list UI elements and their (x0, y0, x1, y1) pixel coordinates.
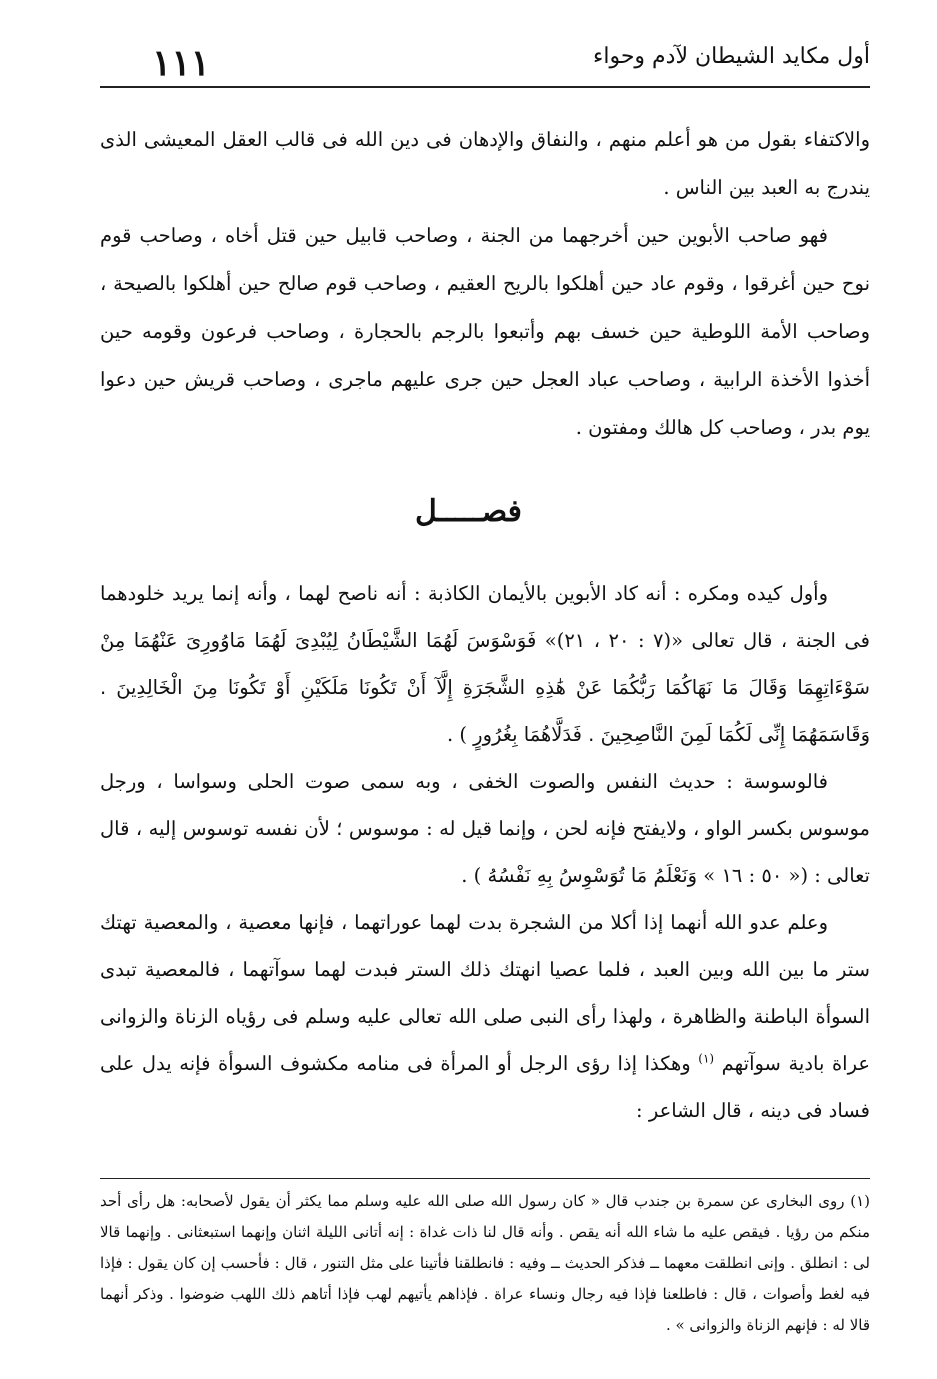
paragraph (100, 570, 870, 758)
footnotes (100, 1186, 870, 1341)
paragraph (100, 899, 870, 1134)
body-text-top (100, 116, 870, 452)
paragraph-text: ) . (461, 864, 482, 887)
paragraph: والاكتفاء بقول من هو أعلم منهم ، والنفاق والإدهان فى دين الله فى قالب العقل المعيشى الذى يندرج به العبد بين الناس . (100, 128, 870, 199)
quran-verse: وَنَعْلَمُ مَا تُوَسْوِسُ بِهِ نَفْسُهُ (487, 864, 698, 887)
paragraph-text: فالوسوسة : حديث النفس والصوت الخفى ، وبه سمى صوت الحلى وسواسا ، ورجل موسوس بكسر الواو ، ولايفتح فإنه لحن ، وإنما قيل له : موسوس ؛ لأن نفسه توسوس إليه ، قال تعالى : (« ٥٠ : ١٦ » (100, 770, 870, 887)
section-heading: فصـــــل (414, 494, 523, 529)
body-text-bottom (100, 570, 870, 1134)
page-number: ١١١ (152, 42, 211, 84)
paragraph-text: وأول كيده ومكره : أنه كاد الأبوين بالأيمان الكاذبة : أنه ناصح لهما ، وأنه إنما يريد خلودهما فى الجنة ، قال تعالى «(٧ : ٢٠ ، ٢١)» (100, 582, 870, 652)
paragraph-text: ) . (446, 723, 467, 746)
footnote-rule (100, 1178, 870, 1179)
paragraph: فهو صاحب الأبوين حين أخرجهما من الجنة ، وصاحب قابيل حين قتل أخاه ، وصاحب قوم نوح حين أغرقوا ، وقوم عاد حين أهلكوا بالريح العقيم ، وصاحب قوم صالح حين أهلكوا بالصيحة ، وصاحب الأمة اللوطية حين خسف بهم وأتبعوا بالرجم بالحجارة ، وصاحب فرعون وقومه حين أخذوا الأخذة الرابية ، وصاحب عباد العجل حين جرى عليهم ماجرى ، وصاحب قريش حين دعوا يوم بدر ، وصاحب كل هالك ومفتون . (100, 224, 870, 439)
quran-verse: فَوَسْوَسَ لَهُمَا الشَّيْطَانُ لِيُبْدِىَ لَهُمَا مَاوُورِىَ عَنْهُمَا مِنْ سَوْءَاتِهِمَا وَقَالَ مَا نَهَاكُمَا رَبُّكُمَا عَنْ هَٰذِهِ الشَّجَرَةِ إِلَّآ أَنْ تَكُونَا مَلَكَيْنِ أَوْ تَكُونَا مِنَ الْخَالِدِينَ . وَقَاسَمَهُمَا إِنِّى لَكُمَا لَمِنَ النَّاصِحِينَ . فَدَلَّاهُمَا بِغُرُورٍ (100, 629, 870, 746)
paragraph-text: وهكذا إذا رؤى الرجل أو المرأة فى منامه مكشوف السوأة فإنه يدل على فساد فى دينه ، قال الشاعر : (100, 1052, 870, 1122)
footnote: (١) روى البخارى عن سمرة بن جندب قال « كان رسول الله صلى الله عليه وسلم مما يكثر أن يقول لأصحابه: هل رأى أحد منكم من رؤيا . فيقص عليه ما شاء الله أنه يقص . وأنه قال لنا ذات غداة : إنه أتانى الليلة اثنان وإنهما استبعثانى . وإنهما قالا لى : انطلق . وإنى انطلقت معهما ــ فذكر الحديث ــ وفيه : فانطلقنا فأتينا على مثل التنور ، قال : فأحسب إن كان يقول : فإذا فيه لغط وأصوات ، قال : فاطلعنا فإذا فيه رجال ونساء عراة . فإذاهم يأتيهم لهب فإذا أتاهم ذلك اللهب ضوضوا . وذكر أنهما قالا له : فإنهم الزناة والزوانى » . (100, 1192, 870, 1334)
footnote-marker: (١) (698, 1051, 715, 1066)
paragraph-text: وعلم عدو الله أنهما إذا أكلا من الشجرة بدت لهما عوراتهما ، فإنها معصية ، والمعصية تهتك ستر ما بين الله وبين العبد ، فلما عصيا انهتك ذلك الستر فبدت لهما سوآتهما ، فالمعصية تبدى السوأة الباطنة والظاهرة ، ولهذا رأى النبى صلى الله تعالى عليه وسلم فى رؤياه الزناة والزوانى عراة بادية سوآتهم (100, 911, 870, 1075)
running-title: أول مكايد الشيطان لآدم وحواء (593, 44, 870, 69)
paragraph (100, 758, 870, 899)
page-header (110, 38, 870, 88)
header-rule (100, 86, 870, 88)
